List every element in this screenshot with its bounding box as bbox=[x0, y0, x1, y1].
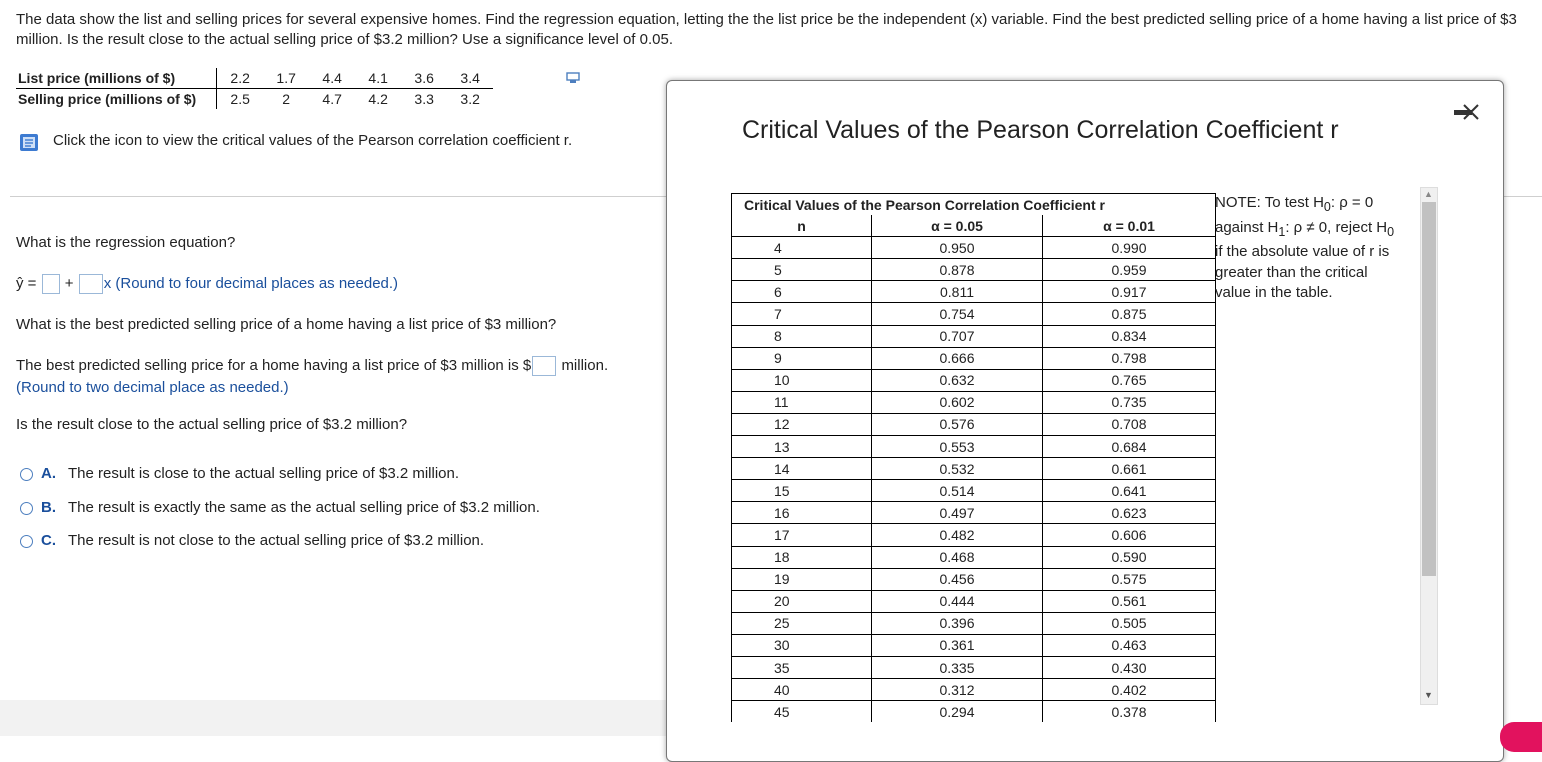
row-alpha-01: 0.834 bbox=[1043, 325, 1216, 347]
option-b-text: The result is exactly the same as the actual selling price of $3.2 million. bbox=[68, 499, 540, 516]
list-price-cell: 4.4 bbox=[309, 68, 355, 89]
list-price-cell: 2.2 bbox=[217, 68, 264, 89]
row-alpha-05: 0.294 bbox=[872, 701, 1043, 723]
row-n: 10 bbox=[732, 369, 872, 391]
critical-values-row bbox=[732, 369, 1216, 391]
row-alpha-05: 0.553 bbox=[872, 436, 1043, 458]
data-table bbox=[16, 68, 493, 109]
critical-values-row bbox=[732, 303, 1216, 325]
row-n: 11 bbox=[732, 391, 872, 413]
critical-values-row bbox=[732, 259, 1216, 281]
close-icon[interactable] bbox=[1459, 100, 1483, 124]
row-n: 9 bbox=[732, 347, 872, 369]
copy-data-icon[interactable] bbox=[566, 72, 580, 84]
list-price-cell: 3.4 bbox=[447, 68, 493, 89]
row-alpha-05: 0.482 bbox=[872, 524, 1043, 546]
row-alpha-01: 0.765 bbox=[1043, 369, 1216, 391]
critical-values-row bbox=[732, 347, 1216, 369]
row-alpha-05: 0.666 bbox=[872, 347, 1043, 369]
row-alpha-05: 0.602 bbox=[872, 391, 1043, 413]
row-alpha-01: 0.606 bbox=[1043, 524, 1216, 546]
slope-hint: x (Round to four decimal places as needed.) bbox=[103, 274, 399, 292]
row-alpha-01: 0.684 bbox=[1043, 436, 1216, 458]
list-price-cell: 3.6 bbox=[401, 68, 447, 89]
critical-values-row bbox=[732, 546, 1216, 568]
row-alpha-05: 0.456 bbox=[872, 568, 1043, 590]
row-alpha-01: 0.575 bbox=[1043, 568, 1216, 590]
row-alpha-05: 0.312 bbox=[872, 679, 1043, 701]
row-n: 8 bbox=[732, 325, 872, 347]
intercept-input[interactable] bbox=[42, 274, 60, 294]
critical-values-row bbox=[732, 590, 1216, 612]
row-n: 4 bbox=[732, 237, 872, 259]
option-a-radio[interactable] bbox=[20, 468, 33, 481]
row-n: 19 bbox=[732, 568, 872, 590]
header-alpha-05: α = 0.05 bbox=[872, 215, 1043, 237]
row-alpha-01: 0.505 bbox=[1043, 612, 1216, 634]
header-alpha-01: α = 0.01 bbox=[1043, 215, 1216, 237]
bottom-bar bbox=[0, 700, 666, 736]
critical-values-row bbox=[732, 568, 1216, 590]
row-alpha-05: 0.468 bbox=[872, 546, 1043, 568]
critical-values-row bbox=[732, 612, 1216, 634]
row-alpha-05: 0.754 bbox=[872, 303, 1043, 325]
q2-text: What is the best predicted selling price of a home having a list price of $3 million? bbox=[16, 316, 557, 333]
row-alpha-01: 0.641 bbox=[1043, 480, 1216, 502]
row-alpha-01: 0.708 bbox=[1043, 413, 1216, 435]
row-n: 45 bbox=[732, 701, 872, 723]
row-alpha-01: 0.430 bbox=[1043, 656, 1216, 678]
note-sub0b: 0 bbox=[1387, 224, 1395, 239]
critical-values-row bbox=[732, 656, 1216, 678]
critical-values-link-text[interactable]: Click the icon to view the critical values of the Pearson correlation coefficient r. bbox=[53, 132, 573, 149]
selling-price-cell: 4.7 bbox=[322, 91, 342, 107]
critical-values-row bbox=[732, 524, 1216, 546]
row-alpha-05: 0.878 bbox=[872, 259, 1043, 281]
row-alpha-05: 0.497 bbox=[872, 502, 1043, 524]
table-caption: Critical Values of the Pearson Correlation Coefficient r bbox=[732, 194, 1216, 216]
predicted-price-row bbox=[16, 356, 608, 376]
selling-price-cell: 3.2 bbox=[460, 91, 480, 107]
list-price-row bbox=[16, 68, 493, 89]
regression-equation-row bbox=[16, 274, 398, 294]
row-n: 7 bbox=[732, 303, 872, 325]
plus-sign: + bbox=[64, 274, 74, 292]
row-alpha-05: 0.632 bbox=[872, 369, 1043, 391]
critical-values-row bbox=[732, 237, 1216, 259]
option-c-letter: C. bbox=[41, 532, 56, 549]
critical-values-row bbox=[732, 391, 1216, 413]
list-price-label: List price (millions of $) bbox=[16, 68, 217, 89]
option-c-radio[interactable] bbox=[20, 535, 33, 548]
row-alpha-01: 0.463 bbox=[1043, 634, 1216, 656]
row-alpha-01: 0.875 bbox=[1043, 303, 1216, 325]
row-n: 40 bbox=[732, 679, 872, 701]
scroll-down-icon[interactable]: ▼ bbox=[1424, 690, 1433, 700]
selling-price-label: Selling price (millions of $) bbox=[16, 89, 217, 110]
row-alpha-01: 0.623 bbox=[1043, 502, 1216, 524]
row-n: 13 bbox=[732, 436, 872, 458]
row-alpha-05: 0.514 bbox=[872, 480, 1043, 502]
row-alpha-05: 0.576 bbox=[872, 413, 1043, 435]
option-b[interactable] bbox=[20, 499, 540, 516]
predicted-price-suffix: million. bbox=[561, 356, 609, 374]
critical-values-row bbox=[732, 634, 1216, 656]
row-n: 17 bbox=[732, 524, 872, 546]
row-alpha-01: 0.798 bbox=[1043, 347, 1216, 369]
q3-text: Is the result close to the actual selling price of $3.2 million? bbox=[16, 416, 408, 433]
table-caption-row bbox=[732, 194, 1216, 216]
help-tab-button[interactable] bbox=[1500, 722, 1542, 752]
yhat-label: ŷ = bbox=[16, 274, 37, 292]
critical-values-row bbox=[732, 458, 1216, 480]
row-alpha-01: 0.402 bbox=[1043, 679, 1216, 701]
q1-text: What is the regression equation? bbox=[16, 234, 236, 251]
row-alpha-01: 0.590 bbox=[1043, 546, 1216, 568]
row-alpha-05: 0.811 bbox=[872, 281, 1043, 303]
critical-values-row bbox=[732, 281, 1216, 303]
critical-values-row bbox=[732, 436, 1216, 458]
row-alpha-05: 0.950 bbox=[872, 237, 1043, 259]
row-n: 25 bbox=[732, 612, 872, 634]
list-price-cell: 1.7 bbox=[263, 68, 309, 89]
note-line1: NOTE: To test H bbox=[1215, 194, 1324, 211]
selling-price-row bbox=[16, 89, 493, 110]
note-line1-rest: : ρ = 0 bbox=[1330, 194, 1374, 211]
row-alpha-05: 0.707 bbox=[872, 325, 1043, 347]
critical-values-row bbox=[732, 325, 1216, 347]
note-line2: against H bbox=[1215, 218, 1279, 236]
table-header-row bbox=[732, 215, 1216, 237]
selling-price-cell: 2 bbox=[282, 91, 291, 107]
option-a-letter: A. bbox=[41, 465, 56, 482]
critical-values-row bbox=[732, 679, 1216, 701]
slope-input[interactable] bbox=[79, 274, 103, 294]
list-price-cell: 4.1 bbox=[355, 68, 401, 89]
row-n: 18 bbox=[732, 546, 872, 568]
note-line4: greater than the critical bbox=[1215, 263, 1368, 281]
option-b-radio[interactable] bbox=[20, 502, 33, 515]
critical-values-table bbox=[731, 193, 1216, 722]
row-n: 20 bbox=[732, 590, 872, 612]
question-prompt: The data show the list and selling prices for several expensive homes. Find the regression equation, letting the the list price be the independent (x) variable. Find the best predicted selling price of a home having a list price of $3 million. Is the result close to the actual selling price of $3.2 million? Use a significance level of 0.05. bbox=[16, 11, 1517, 48]
note-sub0: 0 bbox=[1323, 200, 1331, 214]
row-alpha-01: 0.661 bbox=[1043, 458, 1216, 480]
critical-values-row bbox=[732, 480, 1216, 502]
note-line3: if the absolute value of r is bbox=[1215, 243, 1390, 260]
option-c[interactable] bbox=[20, 532, 484, 549]
row-n: 35 bbox=[732, 656, 872, 678]
critical-values-body bbox=[732, 237, 1216, 723]
row-alpha-01: 0.735 bbox=[1043, 391, 1216, 413]
row-n: 16 bbox=[732, 502, 872, 524]
dialog-title: Critical Values of the Pearson Correlation Coefficient r bbox=[742, 116, 1339, 144]
scrollbar-thumb[interactable] bbox=[1422, 202, 1436, 576]
row-alpha-01: 0.917 bbox=[1043, 281, 1216, 303]
row-alpha-01: 0.561 bbox=[1043, 590, 1216, 612]
predicted-price-input[interactable] bbox=[532, 356, 556, 376]
option-c-text: The result is not close to the actual selling price of $3.2 million. bbox=[68, 532, 485, 549]
option-a-text: The result is close to the actual selling price of $3.2 million. bbox=[68, 465, 460, 482]
critical-values-row bbox=[732, 413, 1216, 435]
critical-values-row bbox=[732, 701, 1216, 723]
selling-price-cell: 2.5 bbox=[230, 91, 250, 107]
option-b-letter: B. bbox=[41, 499, 56, 516]
note-line2-rest: : ρ ≠ 0, reject H bbox=[1285, 218, 1388, 236]
book-icon[interactable] bbox=[18, 133, 42, 153]
row-n: 5 bbox=[732, 259, 872, 281]
note-sub1: 1 bbox=[1278, 224, 1286, 239]
row-alpha-01: 0.959 bbox=[1043, 259, 1216, 281]
test-note bbox=[1215, 193, 1415, 304]
selling-price-cell: 4.2 bbox=[368, 91, 388, 107]
predicted-price-prefix: The best predicted selling price for a home having a list price of $3 million is $ bbox=[16, 356, 532, 374]
row-n: 12 bbox=[732, 413, 872, 435]
row-alpha-01: 0.990 bbox=[1043, 237, 1216, 259]
row-alpha-05: 0.361 bbox=[872, 634, 1043, 656]
option-a[interactable] bbox=[20, 465, 459, 482]
note-line5: value in the table. bbox=[1215, 284, 1333, 301]
selling-price-cell: 3.3 bbox=[414, 91, 434, 107]
scroll-up-icon[interactable]: ▲ bbox=[1424, 189, 1433, 199]
row-n: 6 bbox=[732, 281, 872, 303]
row-alpha-01: 0.378 bbox=[1043, 701, 1216, 723]
predicted-price-hint: (Round to two decimal place as needed.) bbox=[16, 379, 289, 396]
header-n: n bbox=[732, 215, 872, 237]
row-alpha-05: 0.396 bbox=[872, 612, 1043, 634]
row-alpha-05: 0.444 bbox=[872, 590, 1043, 612]
row-n: 14 bbox=[732, 458, 872, 480]
row-n: 15 bbox=[732, 480, 872, 502]
row-alpha-05: 0.532 bbox=[872, 458, 1043, 480]
critical-values-row bbox=[732, 502, 1216, 524]
row-alpha-05: 0.335 bbox=[872, 656, 1043, 678]
row-n: 30 bbox=[732, 634, 872, 656]
